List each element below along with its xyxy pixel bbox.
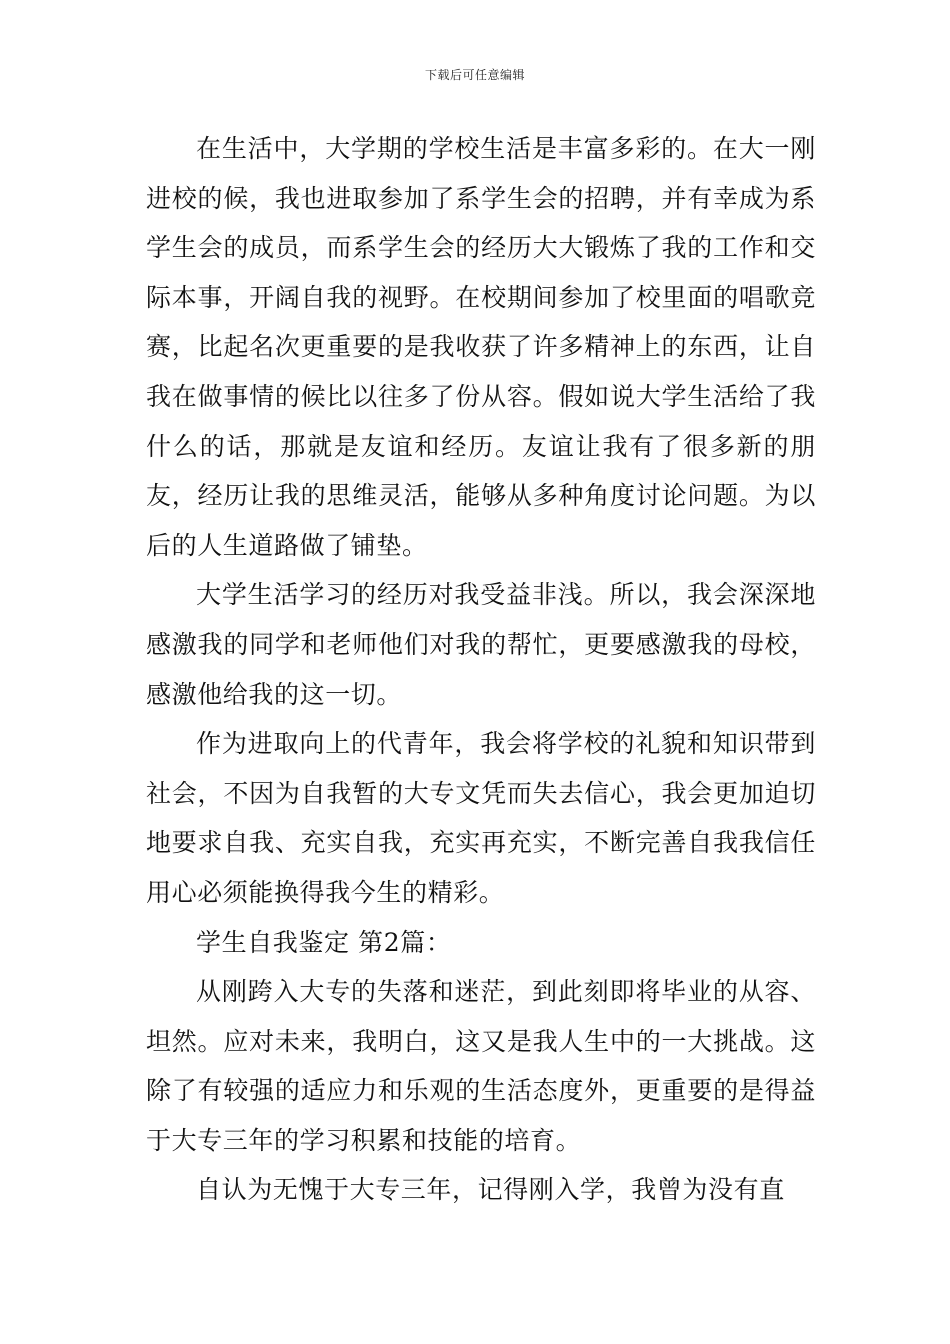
section-heading: 学生自我鉴定 第2篇： <box>196 927 452 957</box>
document-body <box>146 124 816 1215</box>
page-header: 下载后可任意编辑 <box>424 68 525 82</box>
paragraph-1: 在生活中，大学期的学校生活是丰富多彩的。在大一刚进校的候，我也进取参加了系学生会的招聘，并有幸成为系学生会的成员，而系学生会的经历大大锻炼了我的工作和交际本事，开阔自我的视野。在校期间参加了校里面的唱歌竞赛，比起名次更重要的是我收获了许多精神上的东西，让自我在做事情的候比以往多了份从容。假如说大学生活给了我什么的话，那就是友谊和经历。友谊让我有了很多新的朋友，经历让我的思维灵活，能够从多种角度讨论问题。为以后的人生道路做了铺垫。 <box>146 134 816 560</box>
paragraph-5: 自认为无愧于大专三年，记得刚入学，我曾为没有直 <box>196 1175 785 1205</box>
paragraph-4: 从刚跨入大专的失落和迷茫，到此刻即将毕业的从容、坦然。应对未来，我明白，这又是我人生中的一大挑战。这除了有较强的适应力和乐观的生活态度外，更重要的是得益于大专三年的学习积累和技能的培育。 <box>146 977 816 1155</box>
paragraph-3: 作为进取向上的代青年，我会将学校的礼貌和知识带到社会，不因为自我暂的大专文凭而失去信心，我会更加迫切地要求自我、充实自我，充实再充实，不断完善自我我信任用心必须能换得我今生的精彩。 <box>146 729 816 907</box>
paragraph-2: 大学生活学习的经历对我受益非浅。所以，我会深深地感激我的同学和老师他们对我的帮忙，更要感激我的母校，感激他给我的这一切。 <box>146 580 816 709</box>
